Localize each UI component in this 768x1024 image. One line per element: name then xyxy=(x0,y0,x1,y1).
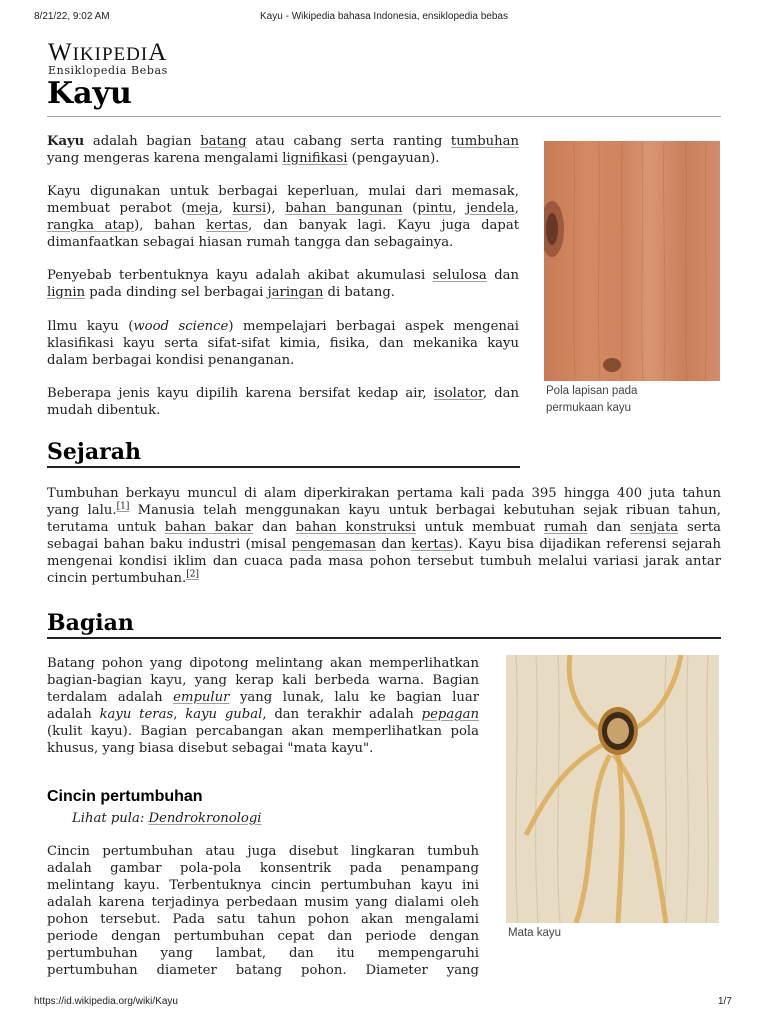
intro-paragraph-1: Kayu adalah bagian batang atau cabang serta ranting tumbuhan yang mengeras karena mengalami lignifikasi (pengayuan). xyxy=(47,134,519,166)
wikipedia-logo[interactable]: WIKIPEDIA xyxy=(48,39,168,66)
print-url: https://id.wikipedia.org/wiki/Kayu xyxy=(34,996,178,1007)
page-title: Kayu xyxy=(47,76,132,111)
print-doc-title: Kayu - Wikipedia bahasa Indonesia, ensiklopedia bebas xyxy=(260,11,508,22)
wood-grain-image xyxy=(544,141,720,381)
sejarah-paragraph: Tumbuhan berkayu muncul di alam diperkirakan pertama kali pada 395 hingga 400 juta tahun yang lalu.[1] Manusia telah menggunakan kayu untuk berbagai kebutuhan sejak ribuan tahun, terutama untuk bahan bakar dan bahan konstruksi untuk membuat rumah dan senjata serta sebagai bahan baku industri (misal pengemasan dan kertas). Kayu bisa dijadikan referensi sejarah mengenai kondisi iklim dan cuaca pada masa pohon tersebut tumbuh melalui variasi jarak antar cincin pertumbuhan.[2] xyxy=(47,486,722,586)
print-page-number: 1/7 xyxy=(718,996,732,1007)
intro-paragraph-2: Kayu digunakan untuk berbagai keperluan, mulai dari memasak, membuat perabot (meja, kursi), bahan bangunan (pintu, jendela, rangka atap), bahan kertas, dan banyak lagi. Kayu juga dapat dimanfaatkan sebagai hiasan rumah tangga dan sebagainya. xyxy=(47,184,519,250)
bagian-paragraph: Batang pohon yang dipotong melintang akan memperlihatkan bagian-bagian kayu, yang kerap kali berbeda warna. Bagian terdalam adalah empulur yang lunak, lalu ke bagian luar adalah kayu teras, kayu gubal, dan terakhir adalah pepagan (kulit kayu). Bagian percabangan akan memperlihatkan pola khusus, yang biasa disebut sebagai "mata kayu". xyxy=(47,656,479,756)
wood-knot-image xyxy=(506,655,719,923)
bagian-divider xyxy=(47,637,721,639)
intro-paragraph-4: Ilmu kayu (wood science) mempelajari berbagai aspek mengenai klasifikasi kayu serta sifat-sifat kimia, fisika, dan mekanika kayu dalam berbagai kondisi penanganan. xyxy=(47,319,519,368)
subsection-heading-cincin: Cincin pertumbuhan xyxy=(47,788,203,805)
print-datetime: 8/21/22, 9:02 AM xyxy=(34,11,110,22)
sejarah-divider xyxy=(47,466,520,468)
figure2-caption: Mata kayu xyxy=(508,927,562,939)
intro-paragraph-3: Penyebab terbentuknya kayu adalah akibat akumulasi selulosa dan lignin pada dinding sel berbagai jaringan di batang. xyxy=(47,268,519,300)
title-divider xyxy=(47,116,721,117)
section-heading-bagian: Bagian xyxy=(47,610,134,636)
intro-paragraph-5: Beberapa jenis kayu dipilih karena bersifat kedap air, isolator, dan mudah dibentuk. xyxy=(47,386,519,418)
dendrokronologi-link[interactable]: Dendrokronologi xyxy=(148,811,262,826)
wikipedia-tagline: Ensiklopedia Bebas xyxy=(48,64,168,77)
cincin-paragraph: Cincin pertumbuhan atau juga disebut lingkaran tumbuh adalah gambar pola-pola konsentrik pada penampang melintang kayu. Terbentuknya cincin pertumbuhan kayu ini adalah karena terjadinya perbedaan musim yang dialami oleh pohon tersebut. Pada satu tahun pohon akan mengalami periode dengan pertumbuhan cepat dan periode dengan pertumbuhan yang lambat, dan itu mempengaruhi pertumbuhan diameter batang pohon. Diameter yang xyxy=(47,844,479,978)
see-also-note: Lihat pula: Dendrokronologi xyxy=(72,811,262,826)
figure1-caption: Pola lapisan pada permukaan kayu xyxy=(546,385,638,414)
section-heading-sejarah: Sejarah xyxy=(47,439,141,465)
